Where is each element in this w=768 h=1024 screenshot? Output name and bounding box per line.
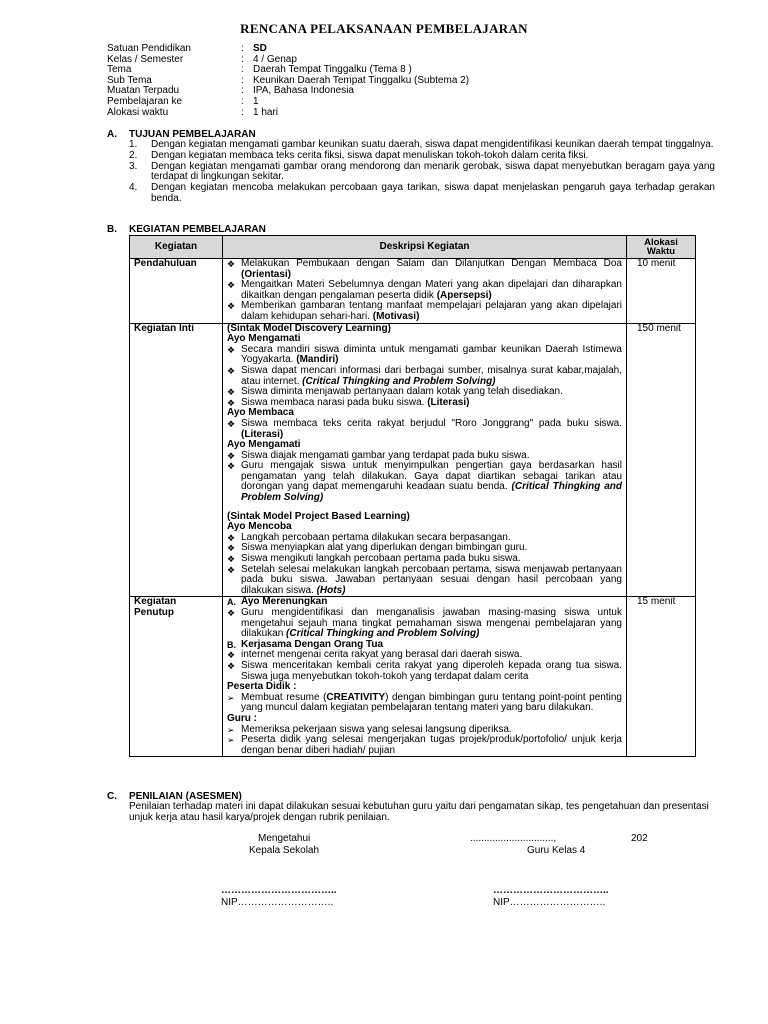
header-alokasi: Alokasi Waktu bbox=[627, 236, 696, 259]
place-date-dots: .............................., bbox=[470, 833, 557, 844]
diamond-bullet-icon: ❖ bbox=[227, 450, 236, 461]
info-colon: : bbox=[241, 53, 244, 65]
diamond-bullet-icon: ❖ bbox=[227, 344, 236, 355]
pendahuluan-description bbox=[223, 259, 627, 324]
sub-number: B. bbox=[227, 639, 236, 650]
header-deskripsi: Deskripsi Kegiatan bbox=[223, 236, 627, 259]
bullet-item bbox=[227, 259, 622, 280]
sub-title: Ayo Merenungkan bbox=[241, 596, 328, 608]
ayo-mengamati-heading: Ayo Mengamati bbox=[227, 333, 301, 345]
penutup-description bbox=[223, 597, 627, 757]
info-label: Tema bbox=[107, 64, 132, 76]
ayo-mengamati-heading: Ayo Mengamati bbox=[227, 439, 301, 451]
diamond-bullet-icon: ❖ bbox=[227, 387, 236, 398]
guru-heading: Guru : bbox=[227, 712, 257, 724]
bullet-bold-italic: (Critical Thingking and Problem Solving) bbox=[286, 628, 480, 640]
bullet-item bbox=[227, 366, 622, 387]
info-label: Satuan Pendidikan bbox=[107, 43, 191, 54]
section-a-title: TUJUAN PEMBELAJARAN bbox=[129, 129, 256, 140]
bullet-body: Memeriksa pekerjaan siswa yang selesai langsung diperiksa. bbox=[241, 723, 512, 735]
diamond-bullet-icon: ❖ bbox=[227, 259, 236, 269]
tujuan-text: Dengan kegiatan mengamati gambar orang mendorong dan menarik gerobak, siswa dapat menyebutkan beragam gaya yang terdapat di lingkungan sekitar. bbox=[151, 160, 715, 183]
diamond-bullet-icon: ❖ bbox=[227, 461, 236, 472]
peserta-didik-heading: Peserta Didik : bbox=[227, 681, 297, 693]
bullet-bold-italic: (Critical Thingking and Problem Solving) bbox=[302, 375, 496, 387]
diamond-bullet-icon: ❖ bbox=[227, 660, 236, 671]
kepala-nip: NIP……………………….. bbox=[221, 897, 334, 908]
bullet-item bbox=[227, 661, 622, 682]
bullet-body: Siswa dapat mencari informasi dari berbagai sumber, misalnya surat kabar,majalah, atau internet. bbox=[241, 364, 622, 387]
arrow-bullet-icon: ➢ bbox=[227, 692, 235, 703]
bullet-body: Siswa mengikuti langkah percobaan pertama pada buku siswa. bbox=[241, 553, 521, 565]
tujuan-number: 4. bbox=[129, 182, 138, 194]
bullet-text bbox=[241, 398, 622, 409]
bullet-item bbox=[227, 280, 622, 301]
diamond-bullet-icon: ❖ bbox=[227, 280, 236, 291]
info-row bbox=[107, 108, 469, 119]
diamond-bullet-icon: ❖ bbox=[227, 543, 236, 554]
section-b-number: B. bbox=[107, 224, 117, 235]
tujuan-text: Dengan kegiatan membaca teks cerita fiksi, siswa dapat menuliskan tokoh-tokoh dalam cerita fiksi. bbox=[151, 149, 589, 161]
guru-kelas-label: Guru Kelas 4 bbox=[527, 845, 586, 856]
bullet-bold: (Orientasi) bbox=[241, 268, 292, 280]
sub-title: Kerjasama Dengan Orang Tua bbox=[241, 638, 384, 650]
ayo-membaca-heading: Ayo Membaca bbox=[227, 407, 294, 419]
tujuan-text: Dengan kegiatan mencoba melakukan percobaan gaya tarikan, siswa dapat menjelaskan pengaruh gaya terhadap gerakan benda. bbox=[151, 182, 715, 204]
bullet-body: ) dengan bimbingan guru tentang point-point penting yang muncul dalam kegiatan pembelajaran tentang materi yang baru dilakukan. bbox=[241, 691, 622, 714]
header-kegiatan: Kegiatan bbox=[130, 236, 223, 259]
tujuan-item bbox=[129, 162, 715, 184]
table-header-row bbox=[130, 236, 696, 259]
inti-description bbox=[223, 323, 627, 597]
info-label: Kelas / Semester bbox=[107, 53, 184, 65]
info-block bbox=[107, 44, 469, 118]
bullet-item bbox=[227, 693, 622, 714]
bullet-text bbox=[241, 345, 622, 366]
bullet-text bbox=[241, 461, 622, 503]
year-label: 202 bbox=[631, 833, 648, 844]
diamond-bullet-icon: ❖ bbox=[227, 418, 236, 429]
bullet-bold: (Literasi) bbox=[427, 396, 470, 408]
section-c-number: C. bbox=[107, 791, 117, 802]
bullet-text bbox=[241, 280, 622, 301]
model-pjbl-heading: (Sintak Model Project Based Learning) bbox=[227, 510, 410, 522]
bullet-body: Siswa menceritakan kembali cerita rakyat yang diperoleh kepada orang tua siswa. Siswa juga menyebutkan tokoh-tokoh yang terdapat dalam cerita bbox=[241, 659, 622, 682]
info-row bbox=[107, 97, 469, 108]
bullet-body: Siswa membaca narasi pada buku siswa. bbox=[241, 396, 428, 408]
bullet-body: internet mengenai cerita rakyat yang berasal dari daerah siswa. bbox=[241, 649, 523, 661]
diamond-bullet-icon: ❖ bbox=[227, 397, 236, 408]
info-value: 1 hari bbox=[253, 106, 279, 118]
info-colon: : bbox=[241, 85, 244, 97]
info-label: Pembelajaran ke bbox=[107, 95, 183, 107]
diamond-bullet-icon: ❖ bbox=[227, 554, 236, 565]
bullet-body: Peserta didik yang selesai mengerjakan tugas projek/produk/portofolio/ unjuk kerja dengan benar diberi hadiah/ pujian bbox=[241, 734, 622, 756]
bullet-bold: (Motivasi) bbox=[372, 310, 420, 322]
diamond-bullet-icon: ❖ bbox=[227, 564, 236, 575]
bullet-body: Melakukan Pembukaan dengan Salam dan Dilanjutkan Dengan Membaca Doa bbox=[241, 258, 622, 269]
sub-number: A. bbox=[227, 597, 236, 608]
inti-time: 150 menit bbox=[627, 323, 696, 597]
info-row bbox=[107, 44, 469, 55]
guru-nip: NIP……………………….. bbox=[493, 897, 606, 908]
bullet-body: Langkah percobaan pertama dilakukan secara berpasangan. bbox=[241, 531, 511, 543]
diamond-bullet-icon: ❖ bbox=[227, 650, 236, 661]
tujuan-number: 1. bbox=[129, 139, 138, 150]
bullet-text bbox=[241, 693, 622, 714]
info-colon: : bbox=[241, 106, 244, 118]
bullet-body: Mengaitkan Materi Sebelumnya dengan Materi yang akan dipelajari dan diharapkan dikaitkan dengan pengalaman peserta didik bbox=[241, 279, 622, 301]
pendahuluan-label: Pendahuluan bbox=[130, 259, 223, 324]
inti-label: Kegiatan Inti bbox=[130, 323, 223, 597]
bullet-text bbox=[241, 301, 622, 322]
bullet-item bbox=[227, 461, 622, 503]
info-colon: : bbox=[241, 64, 244, 76]
bullet-bold: CREATIVITY bbox=[326, 691, 386, 703]
bullet-body: Secara mandiri siswa diminta untuk mengamati gambar keunikan Daerah Istimewa Yogyakarta. bbox=[241, 343, 622, 366]
info-value: Daerah Tempat Tinggalku (Tema 8 ) bbox=[253, 64, 412, 76]
diamond-bullet-icon: ❖ bbox=[227, 301, 236, 312]
tujuan-text: Dengan kegiatan mengamati gambar keunikan suatu daerah, siswa dapat mengidentifikasi keunikan daerah tempat tinggalnya. bbox=[151, 139, 714, 150]
page-title: RENCANA PELAKSANAAN PEMBELAJARAN bbox=[240, 21, 528, 36]
bullet-item bbox=[227, 608, 622, 640]
arrow-bullet-icon: ➢ bbox=[227, 724, 235, 735]
info-colon: : bbox=[241, 43, 244, 54]
info-value: 4 / Genap bbox=[253, 53, 297, 65]
tujuan-number: 2. bbox=[129, 149, 138, 161]
model-discovery-heading: (Sintak Model Discovery Learning) bbox=[227, 322, 391, 334]
kegiatan-table bbox=[129, 235, 696, 757]
info-value: 1 bbox=[253, 95, 259, 107]
tujuan-list bbox=[129, 140, 715, 205]
info-label: Sub Tema bbox=[107, 74, 152, 86]
info-colon: : bbox=[241, 95, 244, 107]
info-value: Keunikan Daerah Tempat Tinggalku (Subtema 2) bbox=[253, 74, 470, 86]
section-a-number: A. bbox=[107, 129, 117, 140]
bullet-bold-italic: (Hots) bbox=[316, 584, 346, 596]
penutup-time: 15 menit bbox=[627, 597, 696, 757]
diamond-bullet-icon: ❖ bbox=[227, 365, 236, 376]
info-value: IPA, Bahasa Indonesia bbox=[253, 85, 354, 97]
pendahuluan-time: 10 menit bbox=[627, 259, 696, 324]
tujuan-item bbox=[129, 183, 715, 205]
bullet-item bbox=[227, 345, 622, 366]
bullet-item bbox=[227, 735, 622, 756]
bullet-bold-italic: (Critical Thingking and Problem Solving) bbox=[241, 481, 622, 504]
bullet-bold: (Mandiri) bbox=[296, 354, 339, 366]
info-value: SD bbox=[253, 43, 267, 54]
bullet-bold: (Literasi) bbox=[241, 428, 284, 440]
bullet-text bbox=[241, 259, 622, 280]
kepala-signature-line: …………………………….. bbox=[221, 885, 337, 896]
tujuan-number: 3. bbox=[129, 160, 138, 172]
bullet-body: Guru mengajak siswa untuk menyimpulkan pengertian gaya berdasarkan hasil pengamatan yang telah dilakukan. Gaya dapat diartikan sebagai tarikan atau dorongan yang dapat memengaruhi keadaan suatu benda. bbox=[241, 460, 622, 493]
bullet-item bbox=[227, 301, 622, 322]
bullet-pre: Membuat resume ( bbox=[241, 691, 327, 703]
bullet-text bbox=[241, 608, 622, 640]
bullet-body: Memberikan gambaran tentang manfaat mempelajari pelajaran yang akan dipelajari dalam kehidupan sehari-hari. bbox=[241, 300, 622, 322]
bullet-body: Guru mengidentifikasi dan menganalisis jawaban masing-masing siswa untuk mengetahui sejauh mana tingkat pemahaman siswa mengenai pembelajaran yang dilakukan bbox=[241, 607, 622, 640]
bullet-body: Siswa menyiapkan alat yang diperlukan dengan bimbingan guru. bbox=[241, 542, 528, 554]
bullet-body: Setelah selesai melakukan langkah percobaan pertama, siswa menjawab pertanyaan pada buku siswa. Jawaban pertanyaan sesuai dengan hasil percobaan yang dilakukan siswa. bbox=[241, 563, 622, 596]
mengetahui-label: Mengetahui bbox=[258, 833, 311, 844]
section-b-heading bbox=[107, 224, 266, 235]
guru-signature-line: …………………………….. bbox=[493, 885, 609, 896]
bullet-body: Siswa membaca teks cerita rakyat berjudul "Roro Jonggrang" pada buku siswa. bbox=[241, 417, 622, 429]
diamond-bullet-icon: ❖ bbox=[227, 608, 236, 618]
section-b-title: KEGIATAN PEMBELAJARAN bbox=[129, 224, 266, 235]
bullet-bold: (Apersepsi) bbox=[436, 289, 492, 301]
bullet-text bbox=[241, 565, 622, 597]
bullet-text bbox=[241, 735, 622, 756]
penutup-label: Kegiatan Penutup bbox=[130, 597, 223, 757]
tujuan-item bbox=[129, 151, 715, 162]
info-label: Alokasi waktu bbox=[107, 106, 169, 118]
penilaian-text: Penilaian terhadap materi ini dapat dilakukan sesuai kebutuhan guru yaitu dari pengamatan sikap, tes pengetahuan dan presentasi unjuk kerja atau hasil karya/projek dengan rubrik penilaian. bbox=[129, 801, 709, 823]
section-c-title: PENILAIAN (ASESMEN) bbox=[129, 791, 242, 802]
bullet-item bbox=[227, 565, 622, 597]
row-inti bbox=[130, 323, 696, 597]
bullet-body: Siswa diminta menjawab pertanyaan dalam kotak yang telah disediakan. bbox=[241, 386, 563, 398]
info-label: Muatan Terpadu bbox=[107, 85, 180, 97]
bullet-text bbox=[241, 661, 622, 682]
diamond-bullet-icon: ❖ bbox=[227, 532, 236, 543]
row-penutup bbox=[130, 597, 696, 757]
bullet-text bbox=[241, 419, 622, 440]
bullet-item bbox=[227, 419, 622, 440]
kepala-sekolah-label: Kepala Sekolah bbox=[249, 845, 320, 856]
arrow-bullet-icon: ➢ bbox=[227, 735, 235, 746]
bullet-body: Siswa diajak mengamati gambar yang terdapat pada buku siswa. bbox=[241, 449, 530, 461]
row-pendahuluan bbox=[130, 259, 696, 324]
ayo-mencoba-heading: Ayo Mencoba bbox=[227, 521, 292, 533]
info-colon: : bbox=[241, 74, 244, 86]
bullet-text bbox=[241, 366, 622, 387]
